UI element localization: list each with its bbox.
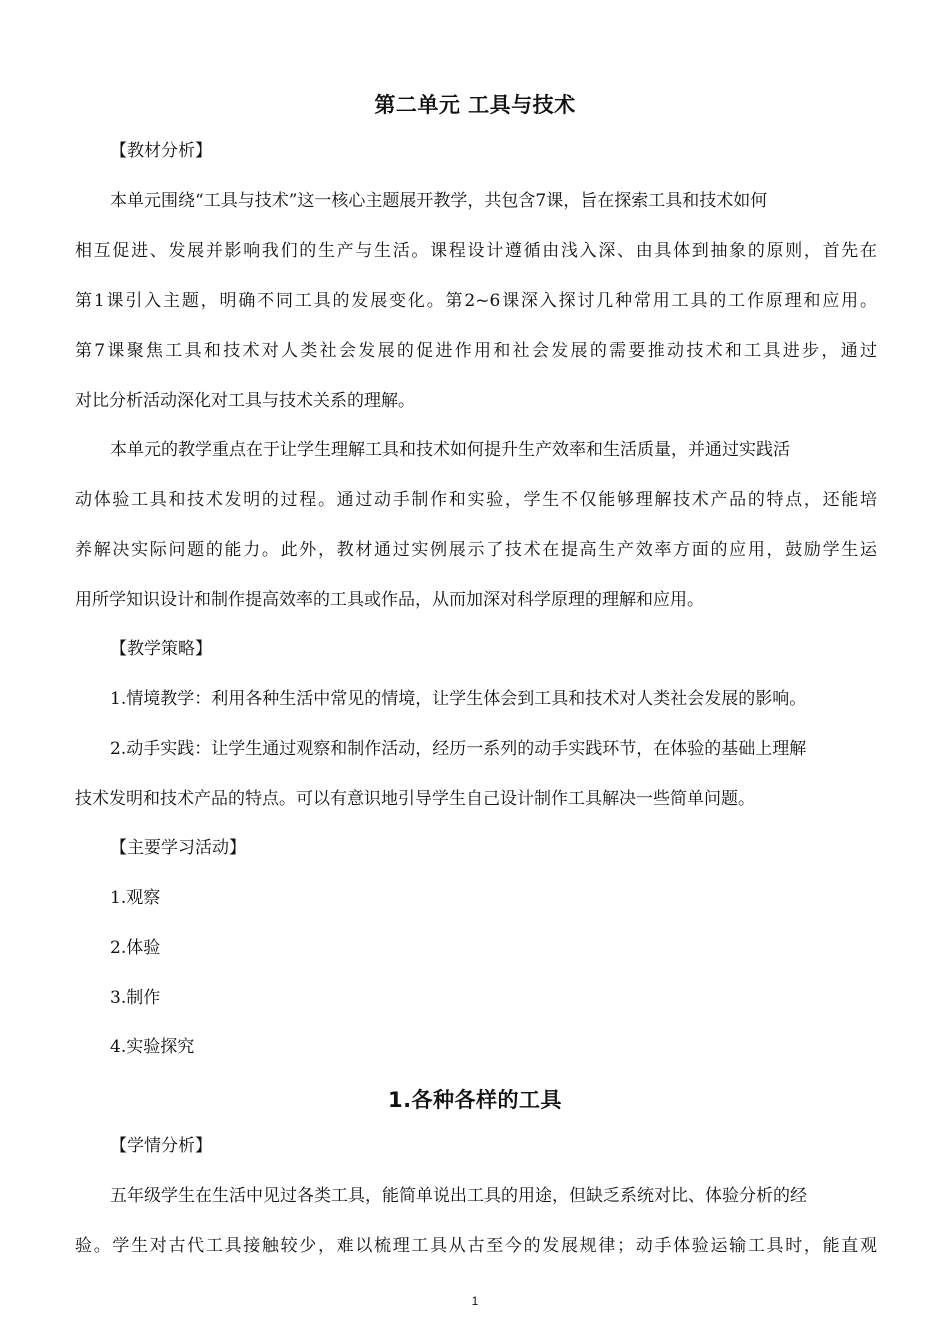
strategy-item: 1.情境教学：利用各种生活中常见的情境，让学生体会到工具和技术对人类社会发展的影响。 — [110, 689, 807, 709]
paragraph-line: 技术发明和技术产品的特点。可以有意识地引导学生自己设计制作工具解决一些简单问题。 — [75, 789, 755, 809]
lesson-title: 1.各种各样的工具 — [387, 1088, 563, 1112]
paragraph-line: 验。学生对古代工具接触较少，难以梳理工具从古至今的发展规律；动手体验运输工具时，能直观 — [75, 1236, 877, 1256]
paragraph-line: 本单元的教学重点在于让学生理解工具和技术如何提升生产效率和生活质量，并通过实践活 — [110, 440, 790, 460]
section-heading-material: 【教材分析】 — [110, 141, 212, 161]
page-number: 1 — [471, 1294, 479, 1308]
section-heading-strategy: 【教学策略】 — [110, 639, 212, 659]
paragraph-line: 五年级学生在生活中见过各类工具，能简单说出工具的用途，但缺乏系统对比、体验分析的经 — [110, 1186, 807, 1206]
activity-item: 1.观察 — [110, 888, 161, 908]
paragraph-line: 对比分析活动深化对工具与技术关系的理解。 — [75, 391, 415, 411]
activity-item: 4.实验探究 — [110, 1037, 195, 1057]
activity-item: 2.体验 — [110, 938, 161, 958]
strategy-item: 2.动手实践：让学生通过观察和制作活动，经历一系列的动手实践环节，在体验的基础上理解 — [110, 739, 807, 759]
paragraph-line: 养解决实际问题的能力。此外，教材通过实例展示了技术在提高生产效率方面的应用，鼓励学生运 — [75, 540, 877, 560]
unit-title: 第二单元 工具与技术 — [374, 93, 576, 117]
activity-item: 3.制作 — [110, 988, 161, 1008]
paragraph-line: 相互促进、发展并影响我们的生产与生活。课程设计遵循由浅入深、由具体到抽象的原则，首先在 — [75, 241, 877, 261]
section-heading-activities: 【主要学习活动】 — [110, 838, 246, 858]
paragraph-line: 动体验工具和技术发明的过程。通过动手制作和实验，学生不仅能够理解技术产品的特点，还能培 — [75, 490, 877, 510]
section-heading-learner: 【学情分析】 — [110, 1136, 212, 1156]
paragraph-line: 本单元围绕“工具与技术”这一核心主题展开教学，共包含7课，旨在探索工具和技术如何 — [110, 191, 768, 211]
paragraph-line: 第1课引入主题，明确不同工具的发展变化。第2~6课深入探讨几种常用工具的工作原理和应用。 — [75, 291, 877, 311]
paragraph-line: 第7课聚焦工具和技术对人类社会发展的促进作用和社会发展的需要推动技术和工具进步，通过 — [75, 341, 877, 361]
paragraph-line: 用所学知识设计和制作提高效率的工具或作品，从而加深对科学原理的理解和应用。 — [75, 590, 704, 610]
